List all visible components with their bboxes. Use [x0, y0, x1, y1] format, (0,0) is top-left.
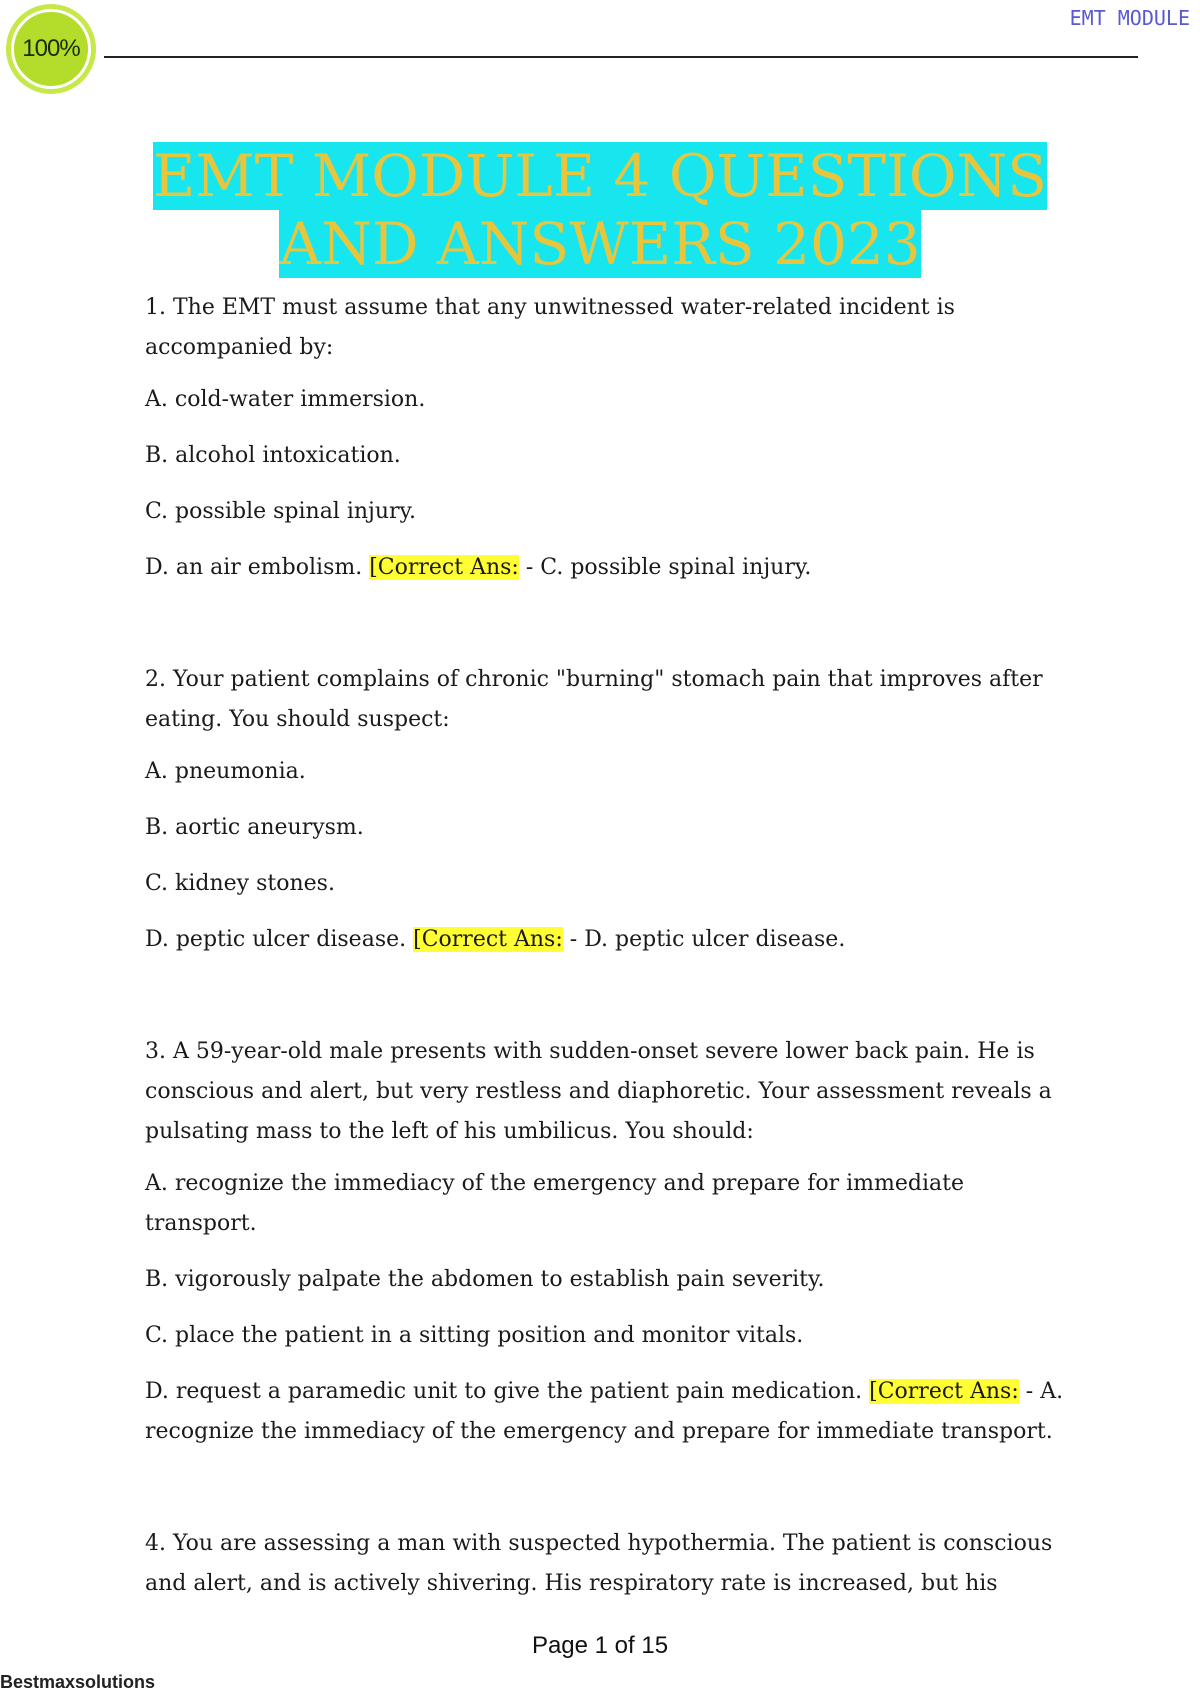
- brand-watermark: Bestmaxsolutions: [0, 1672, 156, 1692]
- header-rule: [104, 56, 1138, 58]
- correct-answer-label: [Correct Ans:: [369, 555, 519, 580]
- question-stem: 3. A 59-year-old male presents with sudden-onset severe lower back pain. He is conscious and alert, but very restless and diaphoretic. Your assessment reveals a pulsating mass to the left of his umbilicus. You should:: [145, 1039, 1052, 1144]
- option-c: C. possible spinal injury.: [145, 499, 417, 524]
- question-4: [145, 1524, 1065, 1604]
- correct-answer-label: [Correct Ans:: [413, 927, 563, 952]
- question-list: [145, 288, 1065, 1676]
- option-a: A. cold-water immersion.: [145, 387, 426, 412]
- correct-answer: - C. possible spinal injury.: [525, 555, 812, 580]
- correct-answer-continued: recognize the immediacy of the emergency and prepare for immediate transport.: [145, 1419, 1053, 1444]
- score-badge: [6, 4, 96, 94]
- question-3: [145, 1032, 1065, 1452]
- question-stem: 4. You are assessing a man with suspected hypothermia. The patient is conscious and alert, and is actively shivering. His respiratory rate is increased, but his: [145, 1531, 1053, 1596]
- option-b: B. aortic aneurysm.: [145, 815, 364, 840]
- correct-answer-label: [Correct Ans:: [869, 1379, 1019, 1404]
- header-label: EMT MODULE: [1069, 6, 1190, 30]
- correct-answer: - A.: [1025, 1379, 1064, 1404]
- option-d: D. an air embolism. [Correct Ans: - C. possible spinal injury.: [145, 555, 812, 580]
- option-a: A. recognize the immediacy of the emergency and prepare for immediate transport.: [145, 1171, 964, 1236]
- title-line-2: AND ANSWERS 2023: [279, 210, 921, 278]
- option-d: D. peptic ulcer disease. [Correct Ans: - D. peptic ulcer disease.: [145, 927, 846, 952]
- question-stem: 1. The EMT must assume that any unwitnessed water-related incident is accompanied by:: [145, 295, 955, 360]
- correct-answer: - D. peptic ulcer disease.: [569, 927, 846, 952]
- option-a: A. pneumonia.: [145, 759, 306, 784]
- score-badge-label: 100%: [11, 9, 91, 89]
- title-line-1: EMT MODULE 4 QUESTIONS: [153, 142, 1047, 210]
- option-b: B. vigorously palpate the abdomen to establish pain severity.: [145, 1267, 825, 1292]
- question-1: [145, 288, 1065, 588]
- option-c: C. place the patient in a sitting position and monitor vitals.: [145, 1323, 804, 1348]
- question-2: [145, 660, 1065, 960]
- document-title: [0, 142, 1200, 278]
- question-stem: 2. Your patient complains of chronic "burning" stomach pain that improves after eating. You should suspect:: [145, 667, 1043, 732]
- option-b: B. alcohol intoxication.: [145, 443, 401, 468]
- page-number: Page 1 of 15: [531, 1632, 669, 1659]
- option-c: C. kidney stones.: [145, 871, 335, 896]
- option-d: D. request a paramedic unit to give the patient pain medication. [Correct Ans: - A. recognize the immediacy of the emergency and prepare for immediate transport.: [145, 1379, 1064, 1444]
